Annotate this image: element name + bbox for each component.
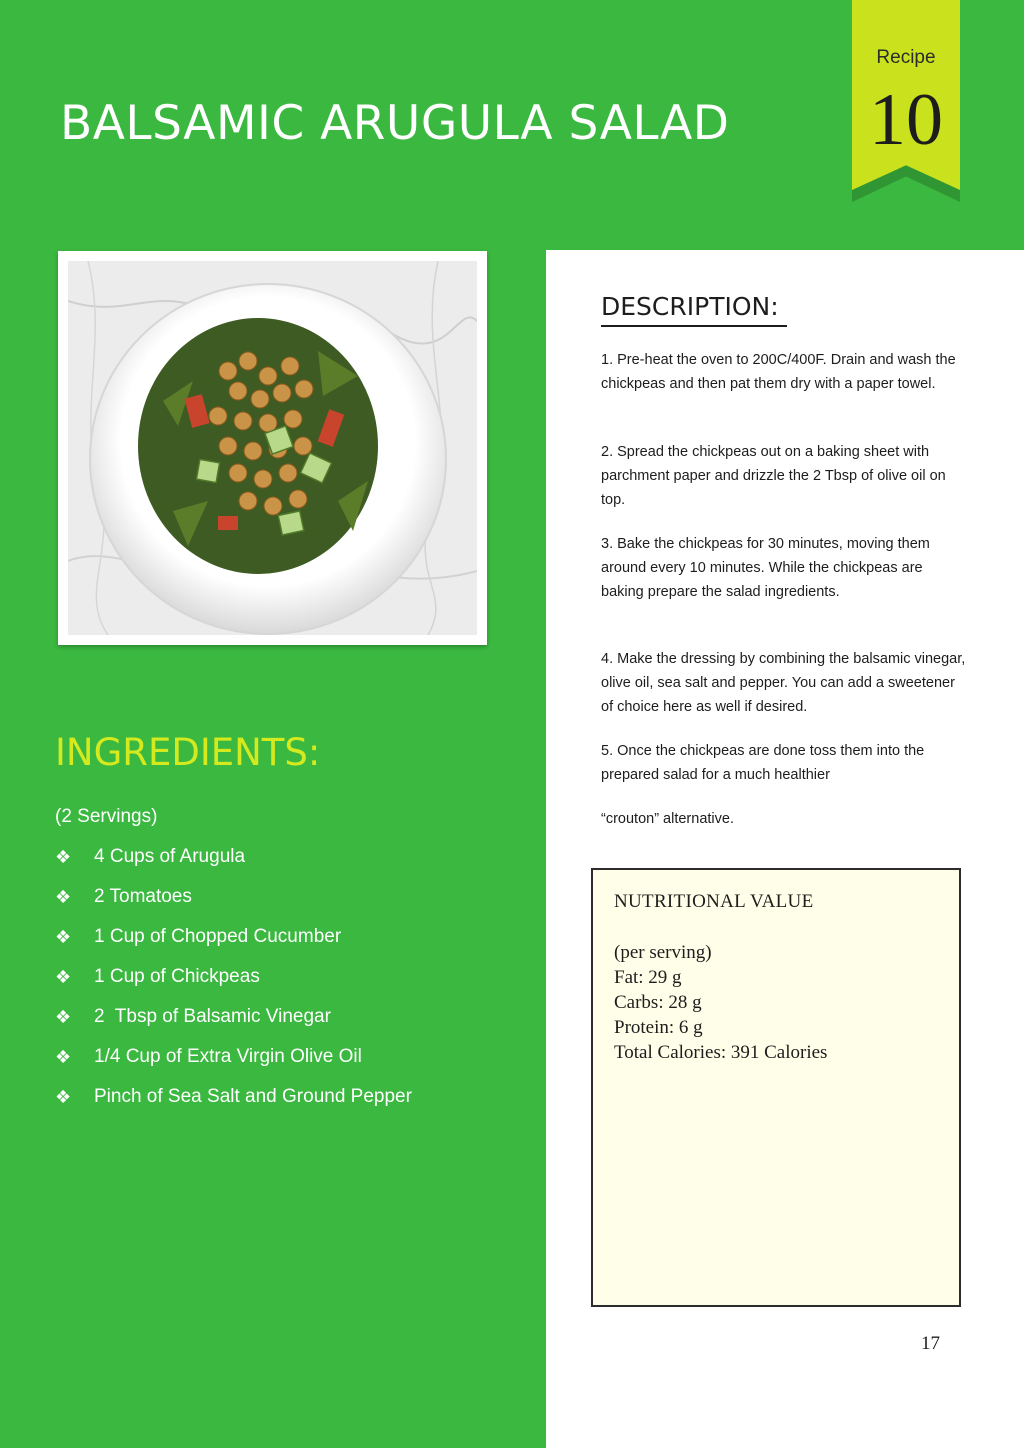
diamond-bullet-icon: ❖	[55, 887, 72, 907]
fat-value: Fat: 29 g	[614, 967, 682, 988]
list-item	[55, 1005, 412, 1045]
salad-photo	[58, 251, 487, 645]
recipe-number: 10	[869, 79, 943, 161]
step-text: “crouton” alternative.	[601, 811, 734, 827]
per-serving-label: (per serving)	[614, 942, 712, 963]
nutrition-title: NUTRITIONAL VALUE	[614, 891, 814, 912]
ingredients-list	[55, 845, 412, 1125]
list-item	[55, 965, 412, 1005]
salad-bowl-illustration	[68, 261, 477, 635]
carbs-value: Carbs: 28 g	[614, 992, 702, 1013]
ingredient-text: Pinch of Sea Salt and Ground Pepper	[94, 1086, 412, 1107]
diamond-bullet-icon: ❖	[55, 1087, 72, 1107]
nutrition-values	[614, 940, 827, 1065]
list-item	[55, 885, 412, 925]
ingredients-heading: INGREDIENTS:	[55, 731, 321, 774]
ingredient-text: 4 Cups of Arugula	[94, 846, 246, 867]
list-item	[55, 1085, 412, 1125]
recipe-title: BALSAMIC ARUGULA SALAD	[60, 96, 730, 151]
diamond-bullet-icon: ❖	[55, 927, 72, 947]
servings-text: (2 Servings)	[55, 806, 158, 827]
step-text: 4. Make the dressing by combining the balsamic vinegar, olive oil, sea salt and pepper. You can add a sweetener of choice here as well if desired.	[601, 651, 966, 715]
ribbon-label: Recipe	[876, 47, 936, 68]
list-item	[55, 925, 412, 965]
ingredient-text: 1 Cup of Chopped Cucumber	[94, 926, 342, 947]
diamond-bullet-icon: ❖	[55, 847, 72, 867]
list-item	[55, 1045, 412, 1085]
step-text: 2. Spread the chickpeas out on a baking sheet with parchment paper and drizzle the 2 Tbsp of olive oil on top.	[601, 444, 946, 508]
diamond-bullet-icon: ❖	[55, 1047, 72, 1067]
step-text: 3. Bake the chickpeas for 30 minutes, moving them around every 10 minutes. While the chickpeas are baking prepare the salad ingredients.	[601, 536, 930, 600]
nutrition-box	[591, 868, 961, 1307]
calories-value: Total Calories: 391 Calories	[614, 1042, 828, 1063]
description-heading: DESCRIPTION:	[601, 292, 787, 327]
protein-value: Protein: 6 g	[614, 1017, 703, 1038]
diamond-bullet-icon: ❖	[55, 1007, 72, 1027]
list-item	[55, 845, 412, 885]
diamond-bullet-icon: ❖	[55, 967, 72, 987]
step-text: 5. Once the chickpeas are done toss them into the prepared salad for a much healthier	[601, 743, 925, 783]
step-text: 1. Pre-heat the oven to 200C/400F. Drain and wash the chickpeas and then pat them dry with a paper towel.	[601, 352, 956, 392]
page-number: 17	[921, 1333, 940, 1354]
ingredient-text: 2 Tbsp of Balsamic Vinegar	[94, 1006, 331, 1027]
ingredient-text: 2 Tomatoes	[94, 886, 192, 907]
ingredient-text: 1 Cup of Chickpeas	[94, 966, 260, 987]
ingredient-text: 1/4 Cup of Extra Virgin Olive Oil	[94, 1046, 362, 1067]
